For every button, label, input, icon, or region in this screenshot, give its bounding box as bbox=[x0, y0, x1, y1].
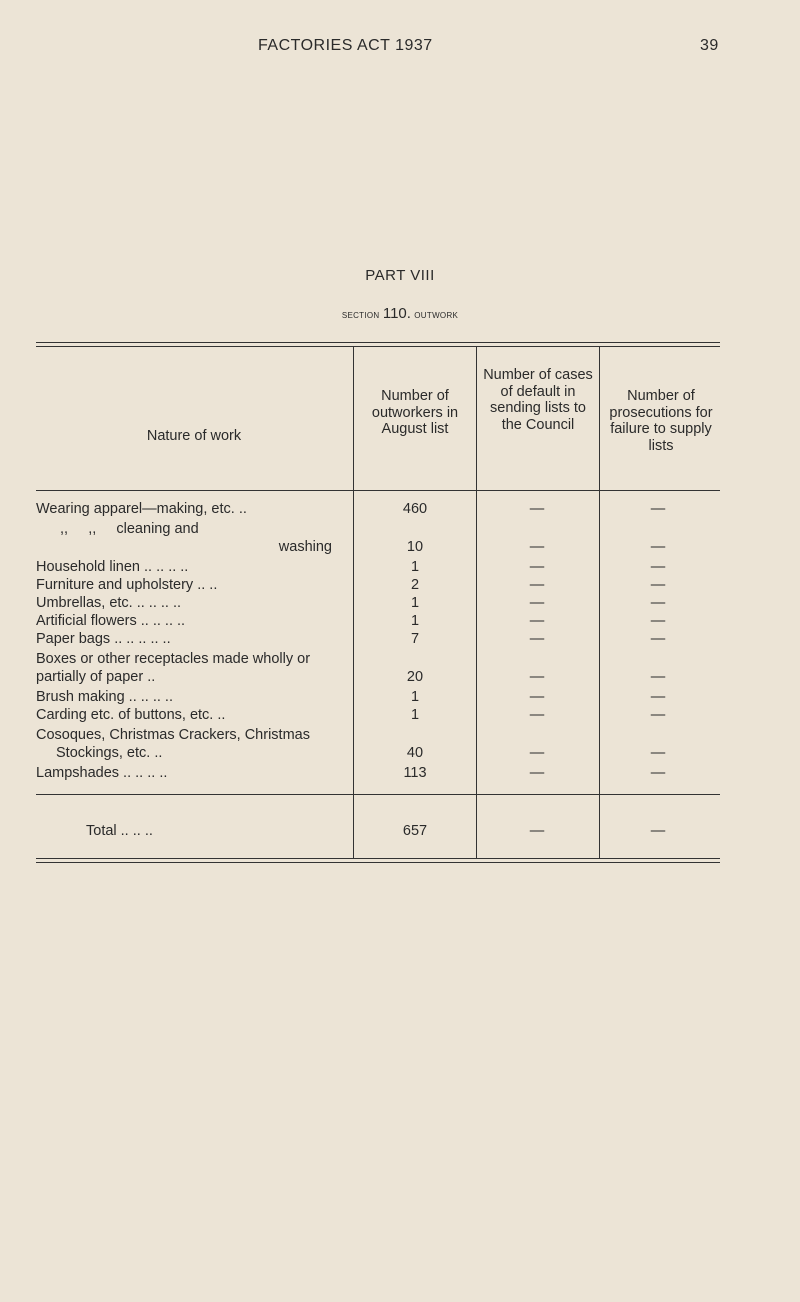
row-outworkers: 2 bbox=[410, 577, 420, 593]
row-nature: Household linen .. .. .. .. bbox=[36, 559, 189, 575]
total-rule bbox=[36, 794, 720, 795]
row-outworkers: 1 bbox=[410, 689, 420, 705]
row-prosecutions: — bbox=[650, 745, 666, 761]
header-prosecutions: Number of prosecutions for failure to supply lists bbox=[609, 388, 713, 454]
row-defaults: — bbox=[529, 559, 545, 575]
row-prosecutions: — bbox=[650, 613, 666, 629]
row-nature bbox=[36, 520, 332, 556]
section-title bbox=[0, 305, 800, 322]
header-rule bbox=[36, 490, 720, 491]
row-defaults: — bbox=[529, 631, 545, 647]
column-divider bbox=[353, 491, 354, 858]
row-prosecutions: — bbox=[650, 669, 666, 685]
row-outworkers: 1 bbox=[410, 559, 420, 575]
row-defaults: — bbox=[529, 595, 545, 611]
column-divider bbox=[476, 347, 477, 491]
row-defaults: — bbox=[529, 539, 545, 555]
column-divider bbox=[599, 491, 600, 858]
row-prosecutions: — bbox=[650, 595, 666, 611]
row-outworkers: 1 bbox=[410, 613, 420, 629]
table-bottom-rule-inner bbox=[36, 862, 720, 863]
row-defaults: — bbox=[529, 707, 545, 723]
row-outworkers: 20 bbox=[406, 669, 424, 685]
row-prosecutions: — bbox=[650, 631, 666, 647]
row-nature: Artificial flowers .. .. .. .. bbox=[36, 613, 186, 629]
column-divider bbox=[476, 491, 477, 858]
row-nature: Boxes or other receptacles made wholly or partially of paper .. bbox=[36, 651, 311, 685]
table-top-rule bbox=[36, 342, 720, 343]
header-outworkers: Number of outworkers in August list bbox=[371, 388, 459, 437]
row-outworkers: 113 bbox=[403, 765, 427, 781]
header-nature-of-work: Nature of work bbox=[146, 428, 242, 444]
column-divider bbox=[353, 347, 354, 491]
row-outworkers: 7 bbox=[410, 631, 420, 647]
row-defaults: — bbox=[529, 613, 545, 629]
row-outworkers: 460 bbox=[402, 501, 428, 517]
total-outworkers: 657 bbox=[402, 823, 428, 839]
section-name: outwork bbox=[414, 309, 459, 321]
total-defaults: — bbox=[529, 823, 545, 839]
row-nature: Wearing apparel—making, etc. .. bbox=[36, 501, 247, 517]
running-head bbox=[0, 37, 800, 61]
row-nature: Umbrellas, etc. .. .. .. .. bbox=[36, 595, 182, 611]
section-prefix: section bbox=[341, 309, 380, 321]
row-nature: Brush making .. .. .. .. bbox=[36, 689, 173, 705]
running-title: FACTORIES ACT 1937 bbox=[258, 37, 433, 54]
row-nature: Furniture and upholstery .. .. bbox=[36, 577, 218, 593]
ditto-continuation: washing bbox=[278, 539, 332, 555]
row-prosecutions: — bbox=[650, 539, 666, 555]
row-prosecutions: — bbox=[650, 577, 666, 593]
page-number: 39 bbox=[700, 37, 719, 54]
part-title: PART VIII bbox=[365, 267, 435, 284]
total-prosecutions: — bbox=[650, 823, 666, 839]
row-prosecutions: — bbox=[650, 765, 666, 781]
row-defaults: — bbox=[529, 689, 545, 705]
header-defaults: Number of cases of default in sending lists to the Council bbox=[483, 367, 593, 433]
row-defaults: — bbox=[529, 501, 545, 517]
section-number: 110. bbox=[382, 305, 411, 322]
total-label: Total .. .. .. bbox=[86, 823, 153, 839]
column-divider bbox=[599, 347, 600, 491]
row-defaults: — bbox=[529, 765, 545, 781]
row-defaults: — bbox=[529, 577, 545, 593]
row-outworkers: 1 bbox=[410, 595, 420, 611]
row-prosecutions: — bbox=[650, 559, 666, 575]
row-prosecutions: — bbox=[650, 707, 666, 723]
row-defaults: — bbox=[529, 745, 545, 761]
table-bottom-rule bbox=[36, 858, 720, 859]
row-nature: Paper bags .. .. .. .. .. bbox=[36, 631, 171, 647]
row-defaults: — bbox=[529, 669, 545, 685]
row-nature: Lampshades .. .. .. .. bbox=[36, 765, 168, 781]
row-nature: Cosoques, Christmas Crackers, Christmas Stockings, etc. .. bbox=[36, 727, 310, 761]
row-nature: Carding etc. of buttons, etc. .. bbox=[36, 707, 226, 723]
row-outworkers: 10 bbox=[406, 539, 424, 555]
ditto-mark: ,, ,, cleaning and bbox=[60, 521, 199, 537]
row-outworkers: 40 bbox=[406, 745, 424, 761]
row-prosecutions: — bbox=[650, 689, 666, 705]
table-top-rule-inner bbox=[36, 346, 720, 347]
row-prosecutions: — bbox=[650, 501, 666, 517]
row-outworkers: 1 bbox=[410, 707, 420, 723]
